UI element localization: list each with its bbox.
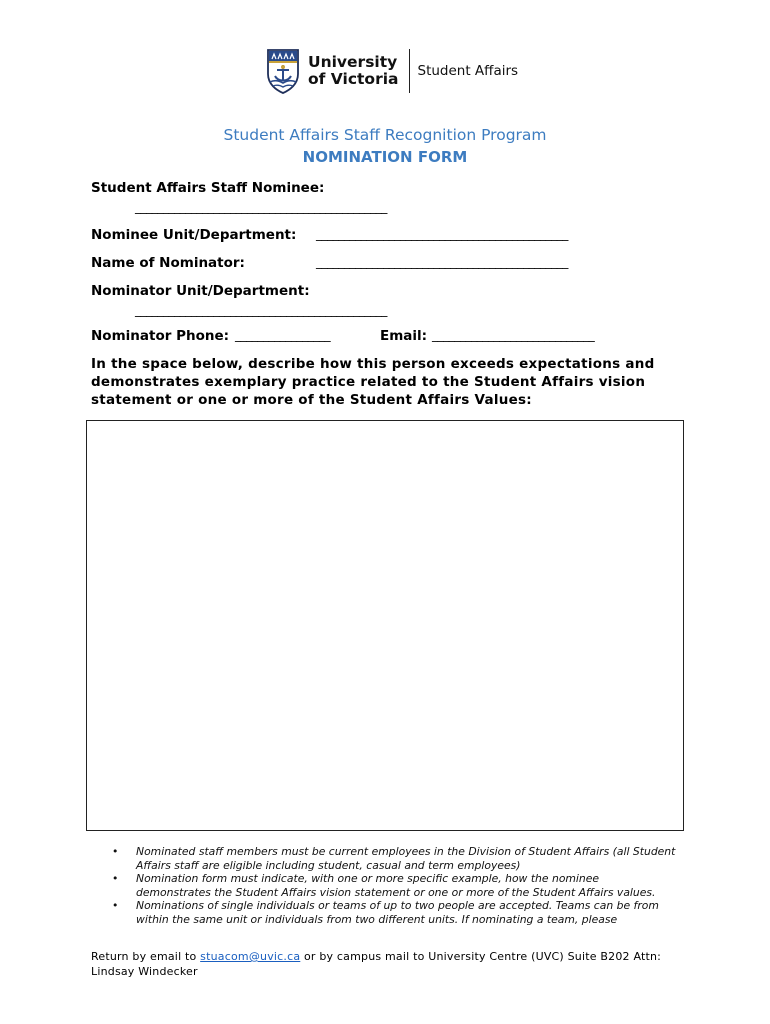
footer-text-before: Return by email to xyxy=(91,950,201,963)
nominator-name-field[interactable]: _____________________________________________ xyxy=(316,255,569,269)
university-name xyxy=(308,54,399,88)
footer-text-after: or by campus mail to University Centre (UVC) Suite B202 Attn: Lindsay Windecker xyxy=(91,950,662,978)
university-name-line1: University xyxy=(308,53,398,71)
logo-divider xyxy=(409,49,410,93)
note-item: • Nominations of single individuals or teams of up to two people are accepted. Teams can be from within the same unit or individuals from two different units. If nominating a team, please xyxy=(107,899,677,926)
note-item: • Nominated staff members must be current employees in the Division of Student Affairs (all Student Affairs staff are eligible including student, casual and term employees) xyxy=(107,845,677,872)
nominator-unit-field[interactable]: _____________________________________________ xyxy=(135,303,388,317)
program-title: Student Affairs Staff Recognition Program xyxy=(223,126,547,144)
university-name-line2: of Victoria xyxy=(308,70,399,88)
nominator-unit-label: Nominator Unit/Department: xyxy=(91,283,310,299)
instructions: In the space below, describe how this person exceeds expectations and demonstrates exemplary practice related to the Student Affairs vision statement or one or more of the Student Affairs Values: xyxy=(91,356,655,408)
description-box[interactable] xyxy=(86,420,684,831)
email-field[interactable]: _____________________________ xyxy=(432,328,595,342)
uvic-crest-icon xyxy=(266,48,300,94)
nominator-phone-label: Nominator Phone: xyxy=(91,328,230,344)
nominee-field[interactable]: _____________________________________________ xyxy=(135,200,388,214)
uvic-logo xyxy=(266,47,518,95)
nominee-label: Student Affairs Staff Nominee: xyxy=(91,180,325,196)
unit-name: Student Affairs xyxy=(417,63,519,79)
nominee-unit-label: Nominee Unit/Department: xyxy=(91,227,297,243)
eligibility-notes xyxy=(107,845,677,926)
email-label: Email: xyxy=(380,328,428,344)
nominator-phone-field[interactable]: _________________ xyxy=(235,328,331,342)
email-link[interactable]: stuacom@uvic.ca xyxy=(200,950,301,963)
nominator-name-label: Name of Nominator: xyxy=(91,255,245,271)
return-instructions xyxy=(91,950,691,979)
nominee-unit-field[interactable]: _____________________________________________ xyxy=(316,227,569,241)
form-title: NOMINATION FORM xyxy=(302,148,468,166)
note-item: • Nomination form must indicate, with one or more specific example, how the nominee demonstrates the Student Affairs vision statement or one or more of the Student Affairs values. xyxy=(107,872,677,899)
